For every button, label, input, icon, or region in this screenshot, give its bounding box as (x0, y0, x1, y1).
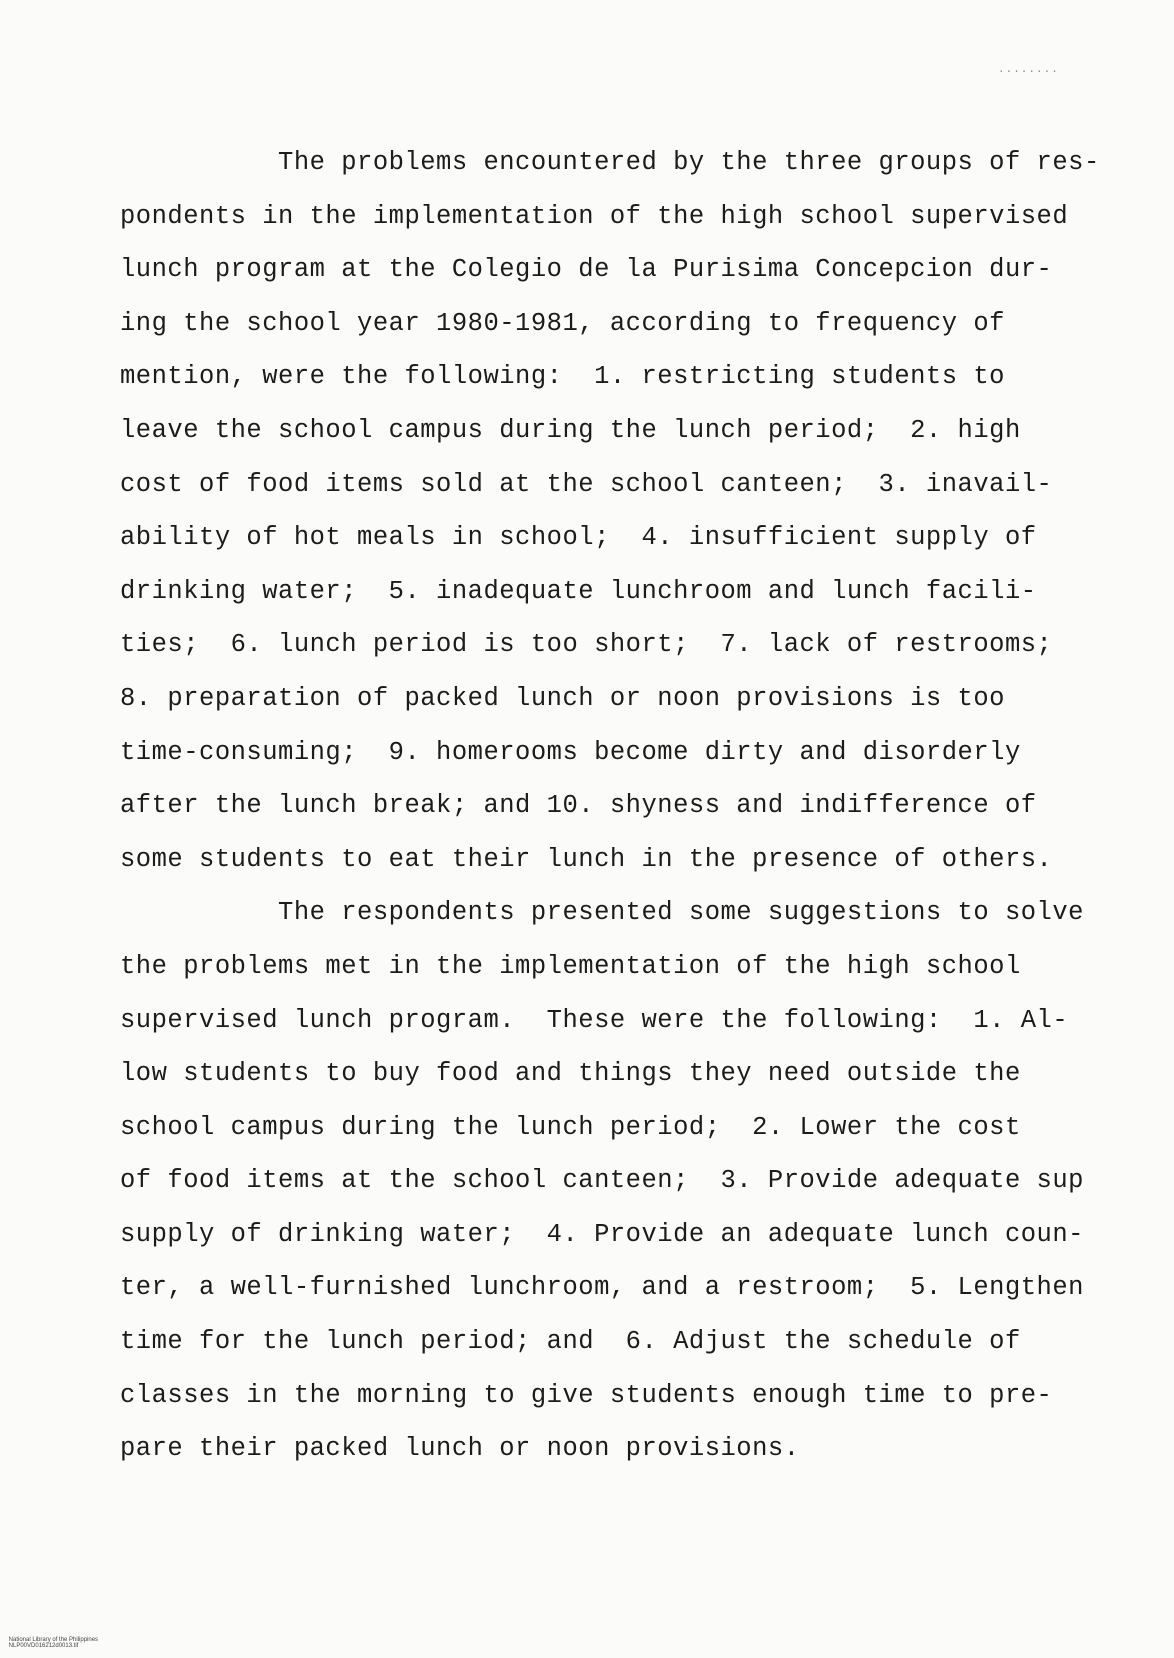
text-line: supervised lunch program. These were the following: 1. Al- (120, 1005, 1069, 1035)
scan-footer (2, 1631, 112, 1655)
text-line: lunch program at the Colegio de la Purisima Concepcion dur- (120, 255, 1053, 285)
text-line: ing the school year 1980-1981, according to frequency of (120, 308, 1005, 338)
footer-file-id: NLP00VD016212d0013.tif (8, 1643, 79, 1649)
text-line: ter, a well-furnished lunchroom, and a restroom; 5. Lengthen (120, 1273, 1084, 1303)
text-line: low students to buy food and things they need outside the (120, 1059, 1021, 1089)
text-line: mention, were the following: 1. restricting students to (120, 362, 1005, 392)
text-line: pare their packed lunch or noon provisions. (120, 1434, 800, 1464)
text-line: school campus during the lunch period; 2. Lower the cost (120, 1112, 1021, 1142)
text-line: time for the lunch period; and 6. Adjust the schedule of (120, 1327, 1021, 1357)
text-line: classes in the morning to give students enough time to pre- (120, 1380, 1053, 1410)
text-line: ability of hot meals in school; 4. insufficient supply of (120, 523, 1037, 553)
text-line: ties; 6. lunch period is too short; 7. lack of restrooms; (120, 630, 1053, 660)
text-line: some students to eat their lunch in the presence of others. (120, 844, 1053, 874)
footer-library-name: National Library of the Philippines (8, 1637, 99, 1643)
text-line: The problems encountered by the three groups of res- (120, 148, 1100, 177)
text-line: cost of food items sold at the school canteen; 3. inavail- (120, 469, 1053, 499)
text-line: leave the school campus during the lunch period; 2. high (120, 415, 1021, 445)
text-line: after the lunch break; and 10. shyness and indifference of (120, 791, 1037, 821)
text-line: 8. preparation of packed lunch or noon provisions is too (120, 683, 1005, 713)
page-number-mark: ........ (998, 64, 1059, 76)
text-line: pondents in the implementation of the high school supervised (120, 201, 1069, 231)
text-line: the problems met in the implementation of the high school (120, 951, 1021, 981)
text-line: supply of drinking water; 4. Provide an adequate lunch coun- (120, 1219, 1084, 1249)
text-line: time-consuming; 9. homerooms become dirty and disorderly (120, 737, 1021, 767)
text-line: drinking water; 5. inadequate lunchroom and lunch facili- (120, 576, 1037, 606)
text-line: of food items at the school canteen; 3. Provide adequate sup (120, 1166, 1084, 1196)
document-body (120, 136, 1120, 1476)
text-line: The respondents presented some suggestions to solve (120, 898, 1084, 928)
